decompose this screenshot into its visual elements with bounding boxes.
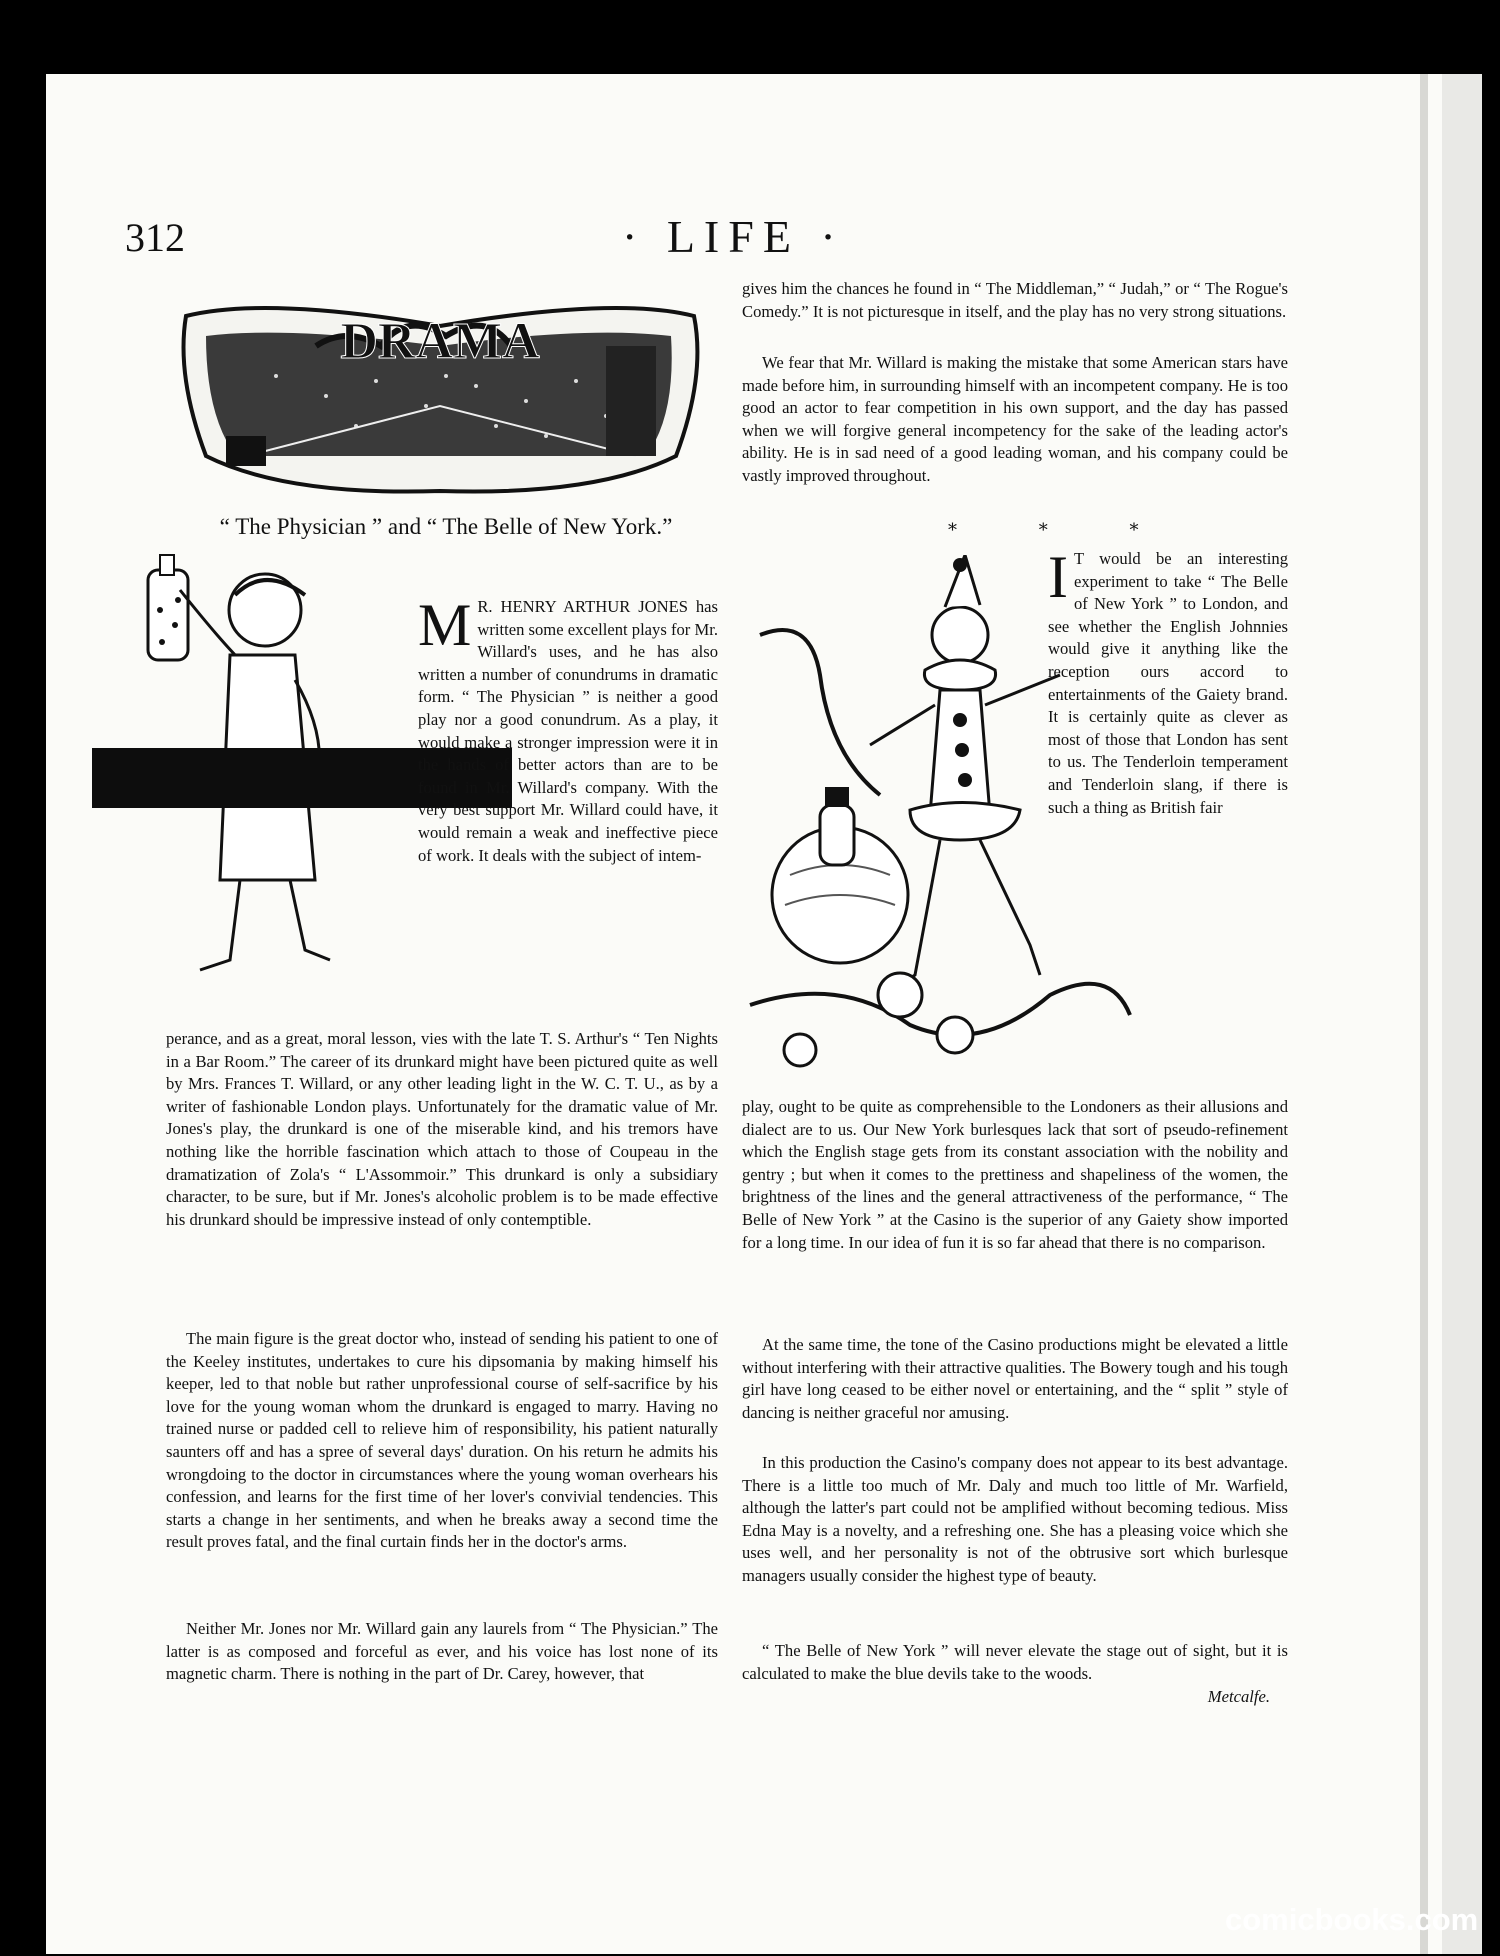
drama-heading-art: DRAMA xyxy=(340,313,540,370)
right-col-para-1: gives him the chances he found in “ The Middleman,” “ Judah,” or “ The Rogue's Comedy.” It is not picturesque in itself, and the play has no very strong situations. xyxy=(742,279,1288,321)
dropcap-i: I xyxy=(1048,544,1068,610)
next-page-edge xyxy=(1442,74,1482,1954)
left-col-para-3: Neither Mr. Jones nor Mr. Willard gain any laurels from “ The Physician.” The latter is as composed and forceful as ever, and his voice has lost none of its magnetic charm. There is nothing in the part of Dr. Carey, however, that xyxy=(166,1619,718,1684)
section-stars: * * * xyxy=(948,520,1177,541)
left-col-para-1b: perance, and as a great, moral lesson, vies with the late T. S. Arthur's “ Ten Nights in a Bar Room.” The career of its drunkard might have been pictured quite as well by Mrs. Frances T. Willard, or any other leading light in the W. C. T. U., as by a writer of fashionable London plays. Unfortunately for the dramatic value of Mr. Jones's play, the drunkard is one of the miserable kind, and his tremors have nothing like the horrible fascination which attach to those of Coupeau in the dramatization of Zola's “ L'Assommoir.” This drunkard is only a subsidiary character, to be sure, but if Mr. Jones's alcoholic problem is to be made effective his drunkard should be impressive instead of only contemptible. xyxy=(166,1029,718,1229)
page-number: 312 xyxy=(125,215,185,260)
drama-header-illustration xyxy=(166,286,714,506)
right-col-para-7: “ The Belle of New York ” will never elevate the stage out of sight, but it is calculated to make the blue devils take to the woods. xyxy=(742,1641,1288,1683)
page-edge xyxy=(1420,74,1428,1954)
left-col-para-1a: M R. HENRY ARTHUR JONES has written some excellent plays for Mr. Willard's uses, and he has also written a number of conundrums in dramatic form. “ The Physician ” is neither a good play nor a good conundrum. As a play, it would make a stronger impression were it in the hands of better actors than are to be found in Mr. Willard's company. With the very best support Mr. Willard could have, it would remain a weak and ineffective piece of work. It deals with the subject of intem- xyxy=(418,592,718,865)
author-signature: Metcalfe. xyxy=(1207,1687,1270,1706)
masthead-life: · LIFE · xyxy=(622,211,845,262)
left-col-para-2: The main figure is the great doctor who, instead of sending his patient to one of the Keeley institutes, undertakes to cure his dipsomania by making himself his keeper, led to that noble but rather unprofessional course of self-sacrifice by his love for the young woman whom the drunkard is engaged to marry. Having no trained nurse or padded cell to relieve him of responsibility, his patient naturally saunters off and has a spree of several days' duration. On his return he admits his wrongdoing to the doctor in circumstances where the young woman overhears his confession, and learns for the first time of her lover's convivial tendencies. This starts a change in her sentiments, and when he breaks away a second time the result proves fatal, and the final curtain finds her in the doctor's arms. xyxy=(166,1329,718,1552)
right-col-para-4a: I T would be an interesting experiment to take “ The Belle of New York ” to London, and see whether the English Johnnies would give it anything like the reception ours accord to entertainments of the Gaiety brand. It is certainly quite as clever as most of those that London has sent to us. The Tenderloin temperament and Tenderloin slang, if there is such a thing as British fair xyxy=(1048,544,1288,817)
right-col-para-5: At the same time, the tone of the Casino productions might be elevated a little without interfering with their attractive qualities. The Bowery tough and his tough girl have long ceased to be either novel or entertaining, and the “ split ” style of dancing is neither graceful nor amusing. xyxy=(742,1335,1288,1422)
watermark: comicbooks.com xyxy=(1225,1902,1479,1937)
right-col-para-4b: play, ought to be quite as comprehensible to the Londoners as their allusions and dialect are to us. Our New York burlesques lack that sort of pseudo-refinement which the English stage gets from its constant association with the nobility and gentry ; but when it comes to the prettiness and shapeliness of the women, the brightness of the lines and the general attractiveness of the performance, “ The Belle of New York ” at the Casino is the superior of any Gaiety show imported for a long time. In our idea of fun it is so far ahead that there is no comparison. xyxy=(742,1097,1288,1252)
right-col-para-6: In this production the Casino's company does not appear to its best advantage. There is a little too much of Mr. Daly and much too little of Mr. Warfield, although the latter's part could not be amplified without becoming tedious. Miss Edna May is a novelty, and a refreshing one. She has a pleasing voice which she uses well, and her personality is not of the obtrusive sort which burlesque managers usually consider the highest type of beauty. xyxy=(742,1453,1288,1585)
right-col-para-2: We fear that Mr. Willard is making the mistake that some American stars have made before him, in surrounding himself with an incompetent company. He is too good an actor to fear competition in his own support, and the day has passed when we will forgive general incompetency for the sake of the leading actor's ability. He is in sad need of a good leading woman, and his company could be vastly improved throughout. xyxy=(742,353,1288,485)
article-title: “ The Physician ” and “ The Belle of New York.” xyxy=(219,514,673,539)
dropcap-m: M xyxy=(418,592,472,658)
